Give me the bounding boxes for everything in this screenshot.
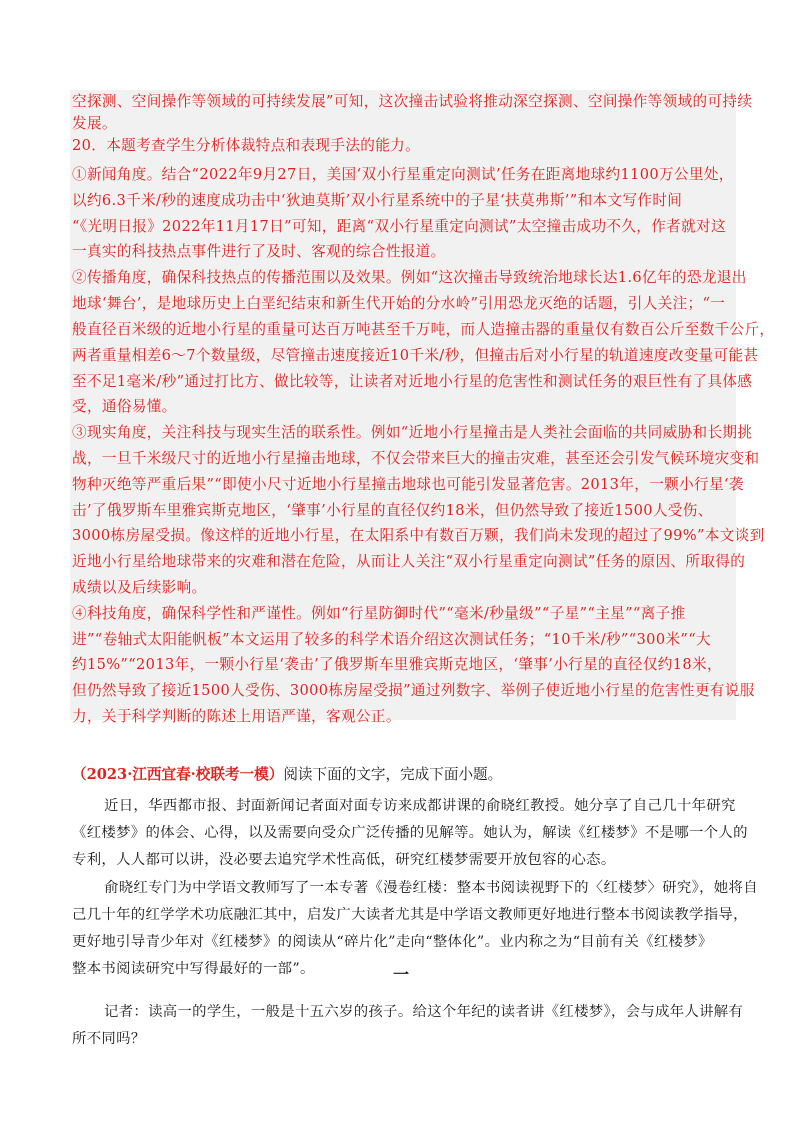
answer-line: 成绩以及后续影响。	[72, 579, 207, 596]
answer-line: 力，关于科学判断的陈述上用语严谨，客观公正。	[72, 708, 401, 725]
answer-line: 击’了俄罗斯车里雅宾斯克地区，‘肇事’小行星的直径仅约18米，但仍然导致了接近1500人受伤、	[72, 502, 713, 519]
question-source: （2023·江西宜春·校联考一模）	[72, 766, 284, 783]
interview-line: 所不同吗？	[72, 1031, 146, 1047]
question-instruction: 阅读下面的文字，完成下面小题。	[283, 766, 503, 783]
answer-line: “《光明日报》2022年11月17日”可知，距离“双小行星重定向测试”太空撞击成功不久，作者就对这	[72, 218, 726, 235]
answer-line: 进”“卷轴式太阳能帆板”本文运用了较多的科学术语介绍这次测试任务；“10千米/秒”“300米”“大	[72, 631, 711, 648]
article-line: 俞晓红专门为中学语文教师写了一本专著《漫卷红楼：整本书阅读视野下的〈红楼梦〉研究》，她将自	[104, 880, 758, 896]
answer-line: 3000栋房屋受损。像这样的近地小行星，在太阳系中有数百万颗，我们尚未发现的超过了99%”本文谈到	[72, 527, 765, 544]
answer-line: ③现实角度，关注科技与现实生活的联系性。例如“近地小行星撞击是人类社会面临的共同威胁和长期挑	[72, 424, 753, 441]
interview-line: 记者：读高一的学生，一般是十五六岁的孩子。给这个年纪的读者讲《红楼梦》，会与成年人讲解有	[104, 1004, 744, 1020]
answer-line: 战，一旦千米级尺寸的近地小行星撞击地球，不仅会带来巨大的撞击灾难，甚至还会引发气候环境灾变和	[72, 450, 760, 467]
answer-line: 近地小行星给地球带来的灾难和潜在危险，从而让人关注“双小行星重定向测试”任务的原因、所取得的	[72, 553, 746, 570]
answer-line: 物种灭绝等严重后果”“即使小尺寸近地小行星撞击地球也可能引发显著危害。2013年，一颗小行星‘袭	[72, 476, 744, 493]
answer-line: 受，通俗易懂。	[72, 398, 177, 415]
answer-line: 发展。	[72, 115, 117, 132]
article-line: 己几十年的红学学术功底融汇其中，启发广大读者尤其是中学语文教师更好地进行整本书阅读教学指导，	[72, 907, 748, 923]
answer-line: 般直径百米级的近地小行星的重量可达百万吨甚至千万吨，而人造撞击器的重量仅有数百公斤至数千公斤，	[72, 321, 775, 338]
article-line: 整本书阅读研究中写得最好的一部”。	[72, 961, 315, 977]
answer-line: 空探测、空间操作等领域的可持续发展”可知，这次撞击试验将推动深空探测、空间操作等领域的可持续	[72, 93, 753, 110]
answer-line: ④科技角度，确保科学性和严谨性。例如“行星防御时代”“毫米/秒量级”“子星”“主星”“离子推	[72, 605, 686, 622]
answer-line: 一真实的科技热点事件进行了及时、客观的综合性报道。	[72, 243, 446, 260]
answer-line: 但仍然导致了接近1500人受伤、3000栋房屋受损”通过列数字、举例子使近地小行星的危害性更有说服	[72, 682, 755, 699]
article-line: 更好地引导青少年对《红楼梦》的阅读从“碎片化”走向“整体化”。业内称之为“目前有关《红楼梦》	[72, 934, 713, 950]
answer-line: 20．本题考查学生分析体裁特点和表现手法的能力。	[72, 137, 421, 154]
article-line: 近日，华西都市报、封面新闻记者面对面专访来成都讲课的俞晓红教授。她分享了自己几十年研究	[104, 798, 736, 814]
answer-line: 约15%”“2013年，一颗小行星‘袭击’了俄罗斯车里雅宾斯克地区，‘肇事’小行星的直径仅约18米，	[72, 656, 722, 673]
answer-line: ①新闻角度。结合“2022年9月27日，美国‘双小行星重定向测试’任务在距离地球约1100万公里处，	[72, 166, 734, 183]
answer-line: 至不足1毫米/秒”通过打比方、做比较等，让读者对近地小行星的危害性和测试任务的艰巨性有了具体感	[72, 373, 753, 390]
answer-line: 以约6.3千米/秒的速度成功击中‘狄迪莫斯’双小行星系统中的子星‘扶莫弗斯’”和本文写作时间	[72, 192, 683, 209]
question-header	[72, 764, 502, 786]
answer-line: 地球‘舞台’，是地球历史上白垩纪结束和新生代开始的分水岭”引用恐龙灭绝的话题，引人关注；“一	[72, 295, 726, 312]
article-line: 《红楼梦》的体会、心得，以及需要向受众广泛传播的见解等。她认为，解读《红楼梦》不是哪一个人的	[72, 825, 748, 841]
section-heading: 一	[393, 965, 410, 984]
article-line: 专利，人人都可以讲，没必要去追究学术性高低，研究红楼梦需要开放包容的心态。	[72, 852, 616, 868]
answer-line: ②传播角度，确保科技热点的传播范围以及效果。例如“这次撞击导致统治地球长达1.6亿年的恐龙退出	[72, 269, 747, 286]
answer-line: 两者重量相差6～7个数量级，尽管撞击速度接近10千米/秒，但撞击后对小行星的轨道速度改变量可能甚	[72, 347, 759, 364]
